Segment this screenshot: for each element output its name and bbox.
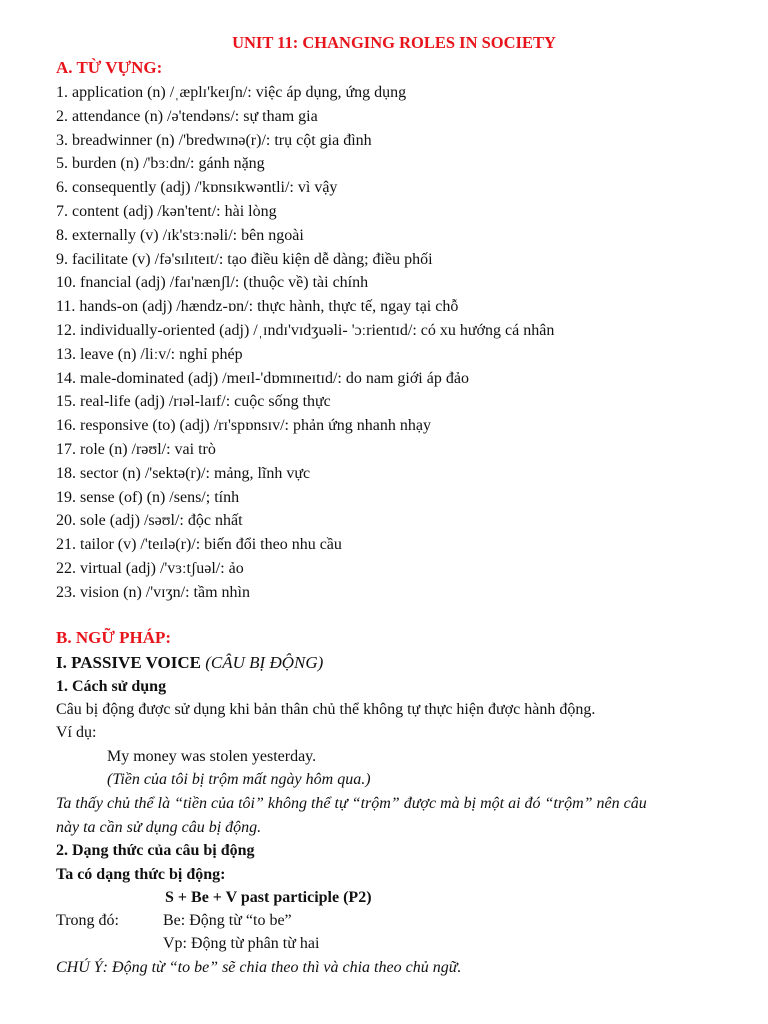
vocabulary-item: 22. virtual (adj) /'vɜːtʃuəl/: ảo xyxy=(56,559,244,577)
passive-voice-title xyxy=(56,653,323,673)
explanation-line-2: này ta cần sử dụng câu bị động. xyxy=(56,819,262,836)
vocabulary-item: 19. sense (of) (n) /sens/; tính xyxy=(56,488,240,506)
example-english: My money was stolen yesterday. xyxy=(107,748,317,765)
form-intro: Ta có dạng thức bị động: xyxy=(56,866,226,883)
where-be: Be: Động từ “to be” xyxy=(163,912,292,929)
vocabulary-heading: A. TỪ VỰNG: xyxy=(56,58,163,77)
vocabulary-item: 21. tailor (v) /'teɪlə(r)/: biến đổi theo nhu cầu xyxy=(56,536,342,554)
vocabulary-item: 12. individually-oriented (adj) /ˌɪndɪ'vɪdʒuəli- 'ɔːrientɪd/: có xu hướng cá nhân xyxy=(56,321,555,339)
passive-formula: S + Be + V past participle (P2) xyxy=(165,889,372,906)
vocabulary-item: 10. fnancial (adj) /faɪ'nænʃl/: (thuộc về) tài chính xyxy=(56,274,369,292)
vocabulary-item: 17. role (n) /rəʊl/: vai trò xyxy=(56,440,216,458)
where-label: Trong đó: xyxy=(56,912,119,929)
vocabulary-item: 6. consequently (adj) /'kɒnsɪkwəntli/: vì vậy xyxy=(56,179,338,197)
vocabulary-item: 11. hands-on (adj) /hændz-ɒn/: thực hành, thực tế, ngay tại chỗ xyxy=(56,298,459,316)
passive-voice-title-vi: (CÂU BỊ ĐỘNG) xyxy=(205,653,324,672)
vocabulary-item: 14. male-dominated (adj) /meɪl-'dɒmɪneɪtɪd/: do nam giới áp đảo xyxy=(56,369,469,387)
form-heading: 2. Dạng thức của câu bị động xyxy=(56,842,255,859)
vocabulary-item: 5. burden (n) /'bɜːdn/: gánh nặng xyxy=(56,155,265,173)
vocabulary-item: 9. facilitate (v) /fə'sɪlɪteɪt/: tạo điều kiện dễ dàng; điều phối xyxy=(56,250,433,268)
example-label: Ví dụ: xyxy=(56,724,97,741)
vocabulary-item: 1. application (n) /ˌæplɪ'keɪʃn/: việc áp dụng, ứng dụng xyxy=(56,84,407,101)
usage-text: Câu bị động được sử dụng khi bản thân chủ thể không tự thực hiện được hành động. xyxy=(56,701,596,718)
note-text: CHÚ Ý: Động từ “to be” sẽ chia theo thì và chia theo chủ ngữ. xyxy=(56,959,462,976)
vocabulary-item: 13. leave (n) /liːv/: nghỉ phép xyxy=(56,345,243,363)
vocabulary-item: 8. externally (v) /ɪk'stɜːnəli/: bên ngoài xyxy=(56,226,304,244)
vocabulary-item: 20. sole (adj) /səʊl/: độc nhất xyxy=(56,512,243,530)
vocabulary-list xyxy=(56,81,554,605)
usage-heading: 1. Cách sử dụng xyxy=(56,678,167,695)
vocabulary-item: 18. sector (n) /'sektə(r)/: mảng, lĩnh vực xyxy=(56,464,311,482)
vocabulary-item: 16. responsive (to) (adj) /rɪ'spɒnsɪv/: phản ứng nhanh nhạy xyxy=(56,417,431,435)
explanation-line-1: Ta thấy chủ thể là “tiền của tôi” không thể tự “trộm” được mà bị một ai đó “trộm” nên câu xyxy=(56,795,647,812)
grammar-heading: B. NGỮ PHÁP: xyxy=(56,628,172,647)
passive-voice-title-en: I. PASSIVE VOICE xyxy=(56,653,201,672)
vocabulary-item: 3. breadwinner (n) /'bredwɪnə(r)/: trụ cột gia đình xyxy=(56,131,372,149)
example-vietnamese: (Tiền của tôi bị trộm mất ngày hôm qua.) xyxy=(107,771,371,788)
vocabulary-item: 2. attendance (n) /ə'tendəns/: sự tham gia xyxy=(56,107,318,125)
vocabulary-item: 7. content (adj) /kən'tent/: hài lòng xyxy=(56,202,277,220)
vocabulary-item: 15. real-life (adj) /rɪəl-laɪf/: cuộc sống thực xyxy=(56,393,331,411)
unit-title: UNIT 11: CHANGING ROLES IN SOCIETY xyxy=(232,33,556,52)
where-vp: Vp: Động từ phân từ hai xyxy=(163,935,320,952)
vocabulary-item: 23. vision (n) /'vɪʒn/: tầm nhìn xyxy=(56,583,250,601)
